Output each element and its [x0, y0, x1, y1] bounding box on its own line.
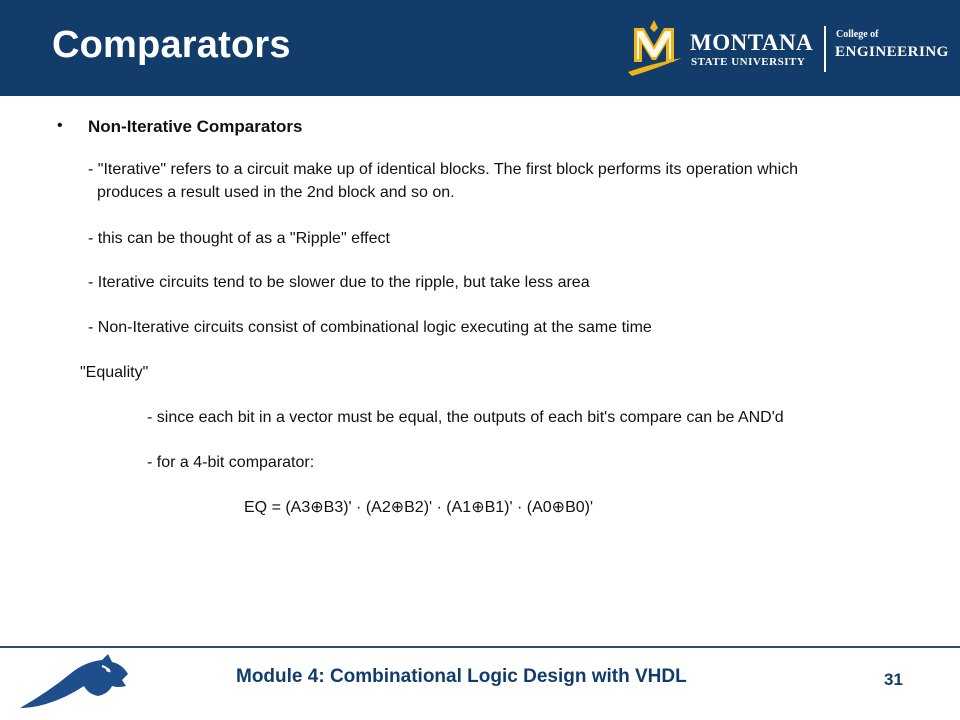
body-line-5: - Non-Iterative circuits consist of combinational logic executing at the same time [88, 319, 652, 336]
body-line-3: - this can be thought of as a "Ripple" effect [88, 230, 390, 247]
logo-college-name: ENGINEERING [835, 44, 949, 60]
body-line-8: - for a 4-bit comparator: [147, 454, 315, 471]
body-line-2: produces a result used in the 2nd block and so on. [97, 184, 455, 201]
equation-line: EQ = (A3⊕B3)' · (A2⊕B2)' · (A1⊕B1)' · (A0⊕B0)' [244, 499, 594, 516]
bullet-marker: • [57, 117, 63, 134]
logo-divider [824, 26, 826, 72]
montana-state-m-logo-icon [622, 18, 686, 80]
logo-college-label: College of [836, 29, 879, 40]
page-title: Comparators [52, 24, 291, 66]
body-line-7: - since each bit in a vector must be equal, the outputs of each bit's compare can be AND'd [147, 409, 784, 426]
section-heading: Non-Iterative Comparators [88, 117, 303, 136]
page-number: 31 [884, 670, 903, 689]
body-line-4: - Iterative circuits tend to be slower due to the ripple, but take less area [88, 274, 590, 291]
footer-divider [0, 646, 960, 648]
header-bar [0, 0, 960, 96]
logo-university-name: MONTANA [690, 30, 814, 55]
body-line-6: "Equality" [80, 364, 149, 381]
footer-module-title: Module 4: Combinational Logic Design with VHDL [236, 666, 687, 687]
bobcat-logo-icon [18, 652, 130, 712]
logo-university-subtitle: STATE UNIVERSITY [691, 56, 806, 68]
university-logo [622, 18, 952, 80]
body-line-1: - "Iterative" refers to a circuit make up of identical blocks. The first block performs its operation which [88, 161, 799, 178]
